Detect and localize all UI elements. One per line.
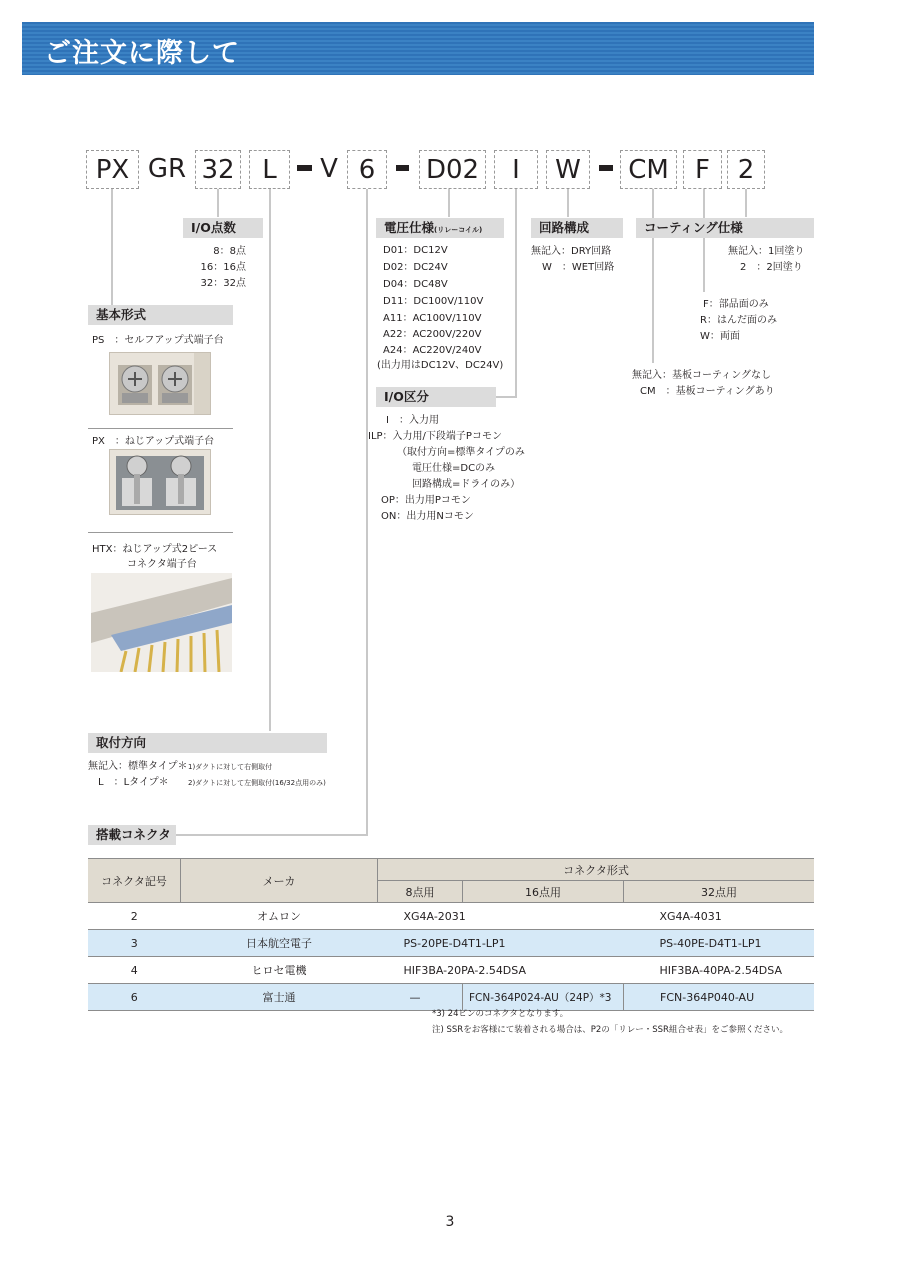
- circuit-option: W ：WET回路: [542, 262, 615, 273]
- io-type-option: （取付方向=標準タイプのみ: [382, 447, 525, 458]
- basic-type-htx: HTX：ねじアップ式2ピース: [92, 544, 218, 555]
- code-dash: [396, 165, 409, 171]
- cell-maker: 富士通: [181, 984, 378, 1011]
- code-connector: 6: [347, 150, 387, 189]
- table-row: [88, 957, 814, 984]
- io-type-option: I ：入力用: [386, 415, 439, 426]
- code-points: 32: [195, 150, 241, 189]
- code-board-coat: CM: [620, 150, 677, 189]
- header-32p: 32点用: [624, 881, 815, 903]
- cell-maker: ヒロセ電機: [181, 957, 378, 984]
- cell-8-16: PS-20PE-D4T1-LP1: [378, 930, 624, 957]
- code-mount: L: [249, 150, 290, 189]
- cell-maker: オムロン: [181, 903, 378, 930]
- page-number: 3: [445, 1214, 455, 1230]
- code-px: PX: [86, 150, 139, 189]
- connector-line: [217, 189, 219, 217]
- header-banner: [22, 22, 814, 75]
- code-coat-area: F: [683, 150, 722, 189]
- cell-16: FCN-364P024-AU（24P）*3: [463, 984, 624, 1011]
- connector-table: [88, 858, 814, 1011]
- connector-line: [745, 189, 747, 217]
- connector-line: [652, 189, 654, 363]
- io-type-label: I/O区分: [376, 387, 496, 407]
- cell-maker: 日本航空電子: [181, 930, 378, 957]
- circuit-option: 無記入：DRY回路: [531, 246, 612, 257]
- coating-area-option: F：部品面のみ: [703, 299, 769, 310]
- connector-line: [111, 189, 113, 307]
- ps-terminal-image: [110, 353, 210, 414]
- basic-type-ps: PS ：セルフアップ式端子台: [92, 335, 224, 346]
- code-dash: [297, 165, 312, 171]
- connector-line: [515, 189, 517, 398]
- connector-line: [269, 189, 271, 731]
- header-code: コネクタ記号: [88, 859, 181, 903]
- coating-count-option: 無記入：1回塗り: [728, 246, 805, 257]
- code-voltage: D02: [419, 150, 486, 189]
- cell-code: 6: [88, 984, 181, 1011]
- voltage-option: D11：DC100V/110V: [383, 296, 484, 307]
- code-v: V: [320, 154, 338, 184]
- io-points-option: 32：32点: [200, 278, 246, 289]
- voltage-label-sub: (リレーコイル): [434, 226, 483, 234]
- cell-32: HIF3BA-40PA-2.54DSA: [624, 957, 815, 984]
- io-type-option: 電圧仕様=DCのみ: [382, 463, 496, 474]
- divider: [88, 428, 233, 429]
- cell-32: XG4A-4031: [624, 903, 815, 930]
- voltage-option: D04：DC48V: [383, 279, 448, 290]
- basic-type-label: 基本形式: [88, 305, 233, 325]
- mounting-note: 1)ダクトに対して右側取付: [188, 763, 273, 771]
- connector-line: [567, 189, 569, 217]
- io-type-option: OP：出力用Pコモン: [381, 495, 471, 506]
- coating-count-option: 2 ：2回塗り: [740, 262, 803, 273]
- px-terminal-image: [110, 450, 210, 514]
- htx-connector-photo: [91, 573, 232, 672]
- basic-type-htx-sub: コネクタ端子台: [127, 559, 197, 570]
- coating-board-option: CM ：基板コーティングあり: [640, 386, 775, 397]
- io-type-option: ILP：入力用/下段端子Pコモン: [368, 431, 502, 442]
- connector-line: [703, 189, 705, 292]
- coating-label: コーティング仕様: [636, 218, 814, 238]
- coating-board-option: 無記入：基板コーティングなし: [632, 370, 771, 381]
- divider: [88, 532, 233, 533]
- table-note: *3) 24ピンのコネクタとなります。: [432, 1009, 569, 1019]
- header-16p: 16点用: [463, 881, 624, 903]
- header-type: コネクタ形式: [378, 859, 815, 881]
- page-title: ご注文に際して: [44, 38, 240, 69]
- io-points-option: 8：8点: [213, 246, 246, 257]
- connector-line: [175, 834, 368, 836]
- cell-8-16: HIF3BA-20PA-2.54DSA: [378, 957, 624, 984]
- cell-code: 3: [88, 930, 181, 957]
- voltage-label-text: 電圧仕様: [384, 220, 435, 235]
- code-gr: GR: [147, 154, 187, 184]
- voltage-option: A11：AC100V/110V: [383, 313, 482, 324]
- cell-code: 4: [88, 957, 181, 984]
- coating-area-option: R：はんだ面のみ: [700, 315, 777, 326]
- connector-line: [366, 189, 368, 835]
- circuit-label: 回路構成: [531, 218, 623, 238]
- table-row: [88, 930, 814, 957]
- io-points-option: 16：16点: [200, 262, 246, 273]
- px-terminal-photo: [109, 449, 211, 515]
- io-points-label: I/O点数: [183, 218, 263, 238]
- ps-terminal-photo: [109, 352, 211, 415]
- header-maker: メーカ: [181, 859, 378, 903]
- connector-line: [448, 189, 450, 217]
- htx-connector-image: [91, 573, 232, 672]
- code-coat-count: 2: [727, 150, 765, 189]
- mounting-option: L ：Lタイプ＊: [98, 777, 169, 788]
- header-8p: 8点用: [378, 881, 463, 903]
- cell-8: —: [378, 984, 463, 1011]
- voltage-note: (出力用はDC12V、DC24V): [377, 360, 504, 371]
- coating-area-option: W：両面: [700, 331, 740, 342]
- io-type-option: ON：出力用Nコモン: [381, 511, 474, 522]
- voltage-label: [376, 218, 504, 238]
- cell-32: PS-40PE-D4T1-LP1: [624, 930, 815, 957]
- voltage-option: D01：DC12V: [383, 245, 448, 256]
- mounting-label: 取付方向: [88, 733, 327, 753]
- connector-line: [495, 396, 517, 398]
- table-note: 注) SSRをお客様にて装着される場合は、P2の「リレー・SSR組合せ表」をご参照ください。: [432, 1025, 788, 1035]
- connector-label: 搭載コネクタ: [88, 825, 176, 845]
- code-circuit: W: [546, 150, 590, 189]
- voltage-option: D02：DC24V: [383, 262, 448, 273]
- cell-code: 2: [88, 903, 181, 930]
- table-row: [88, 903, 814, 930]
- code-dash: [599, 165, 613, 171]
- mounting-note: 2)ダクトに対して左側取付(16/32点用のみ): [188, 779, 326, 787]
- voltage-option: A24：AC220V/240V: [383, 345, 482, 356]
- code-io: I: [494, 150, 538, 189]
- cell-32: FCN-364P040-AU: [624, 984, 815, 1011]
- io-type-option: 回路構成=ドライのみ）: [382, 479, 521, 490]
- basic-type-px: PX ：ねじアップ式端子台: [92, 436, 215, 447]
- voltage-option: A22：AC200V/220V: [383, 329, 482, 340]
- mounting-option: 無記入：標準タイプ＊: [88, 761, 188, 772]
- cell-8-16: XG4A-2031: [378, 903, 624, 930]
